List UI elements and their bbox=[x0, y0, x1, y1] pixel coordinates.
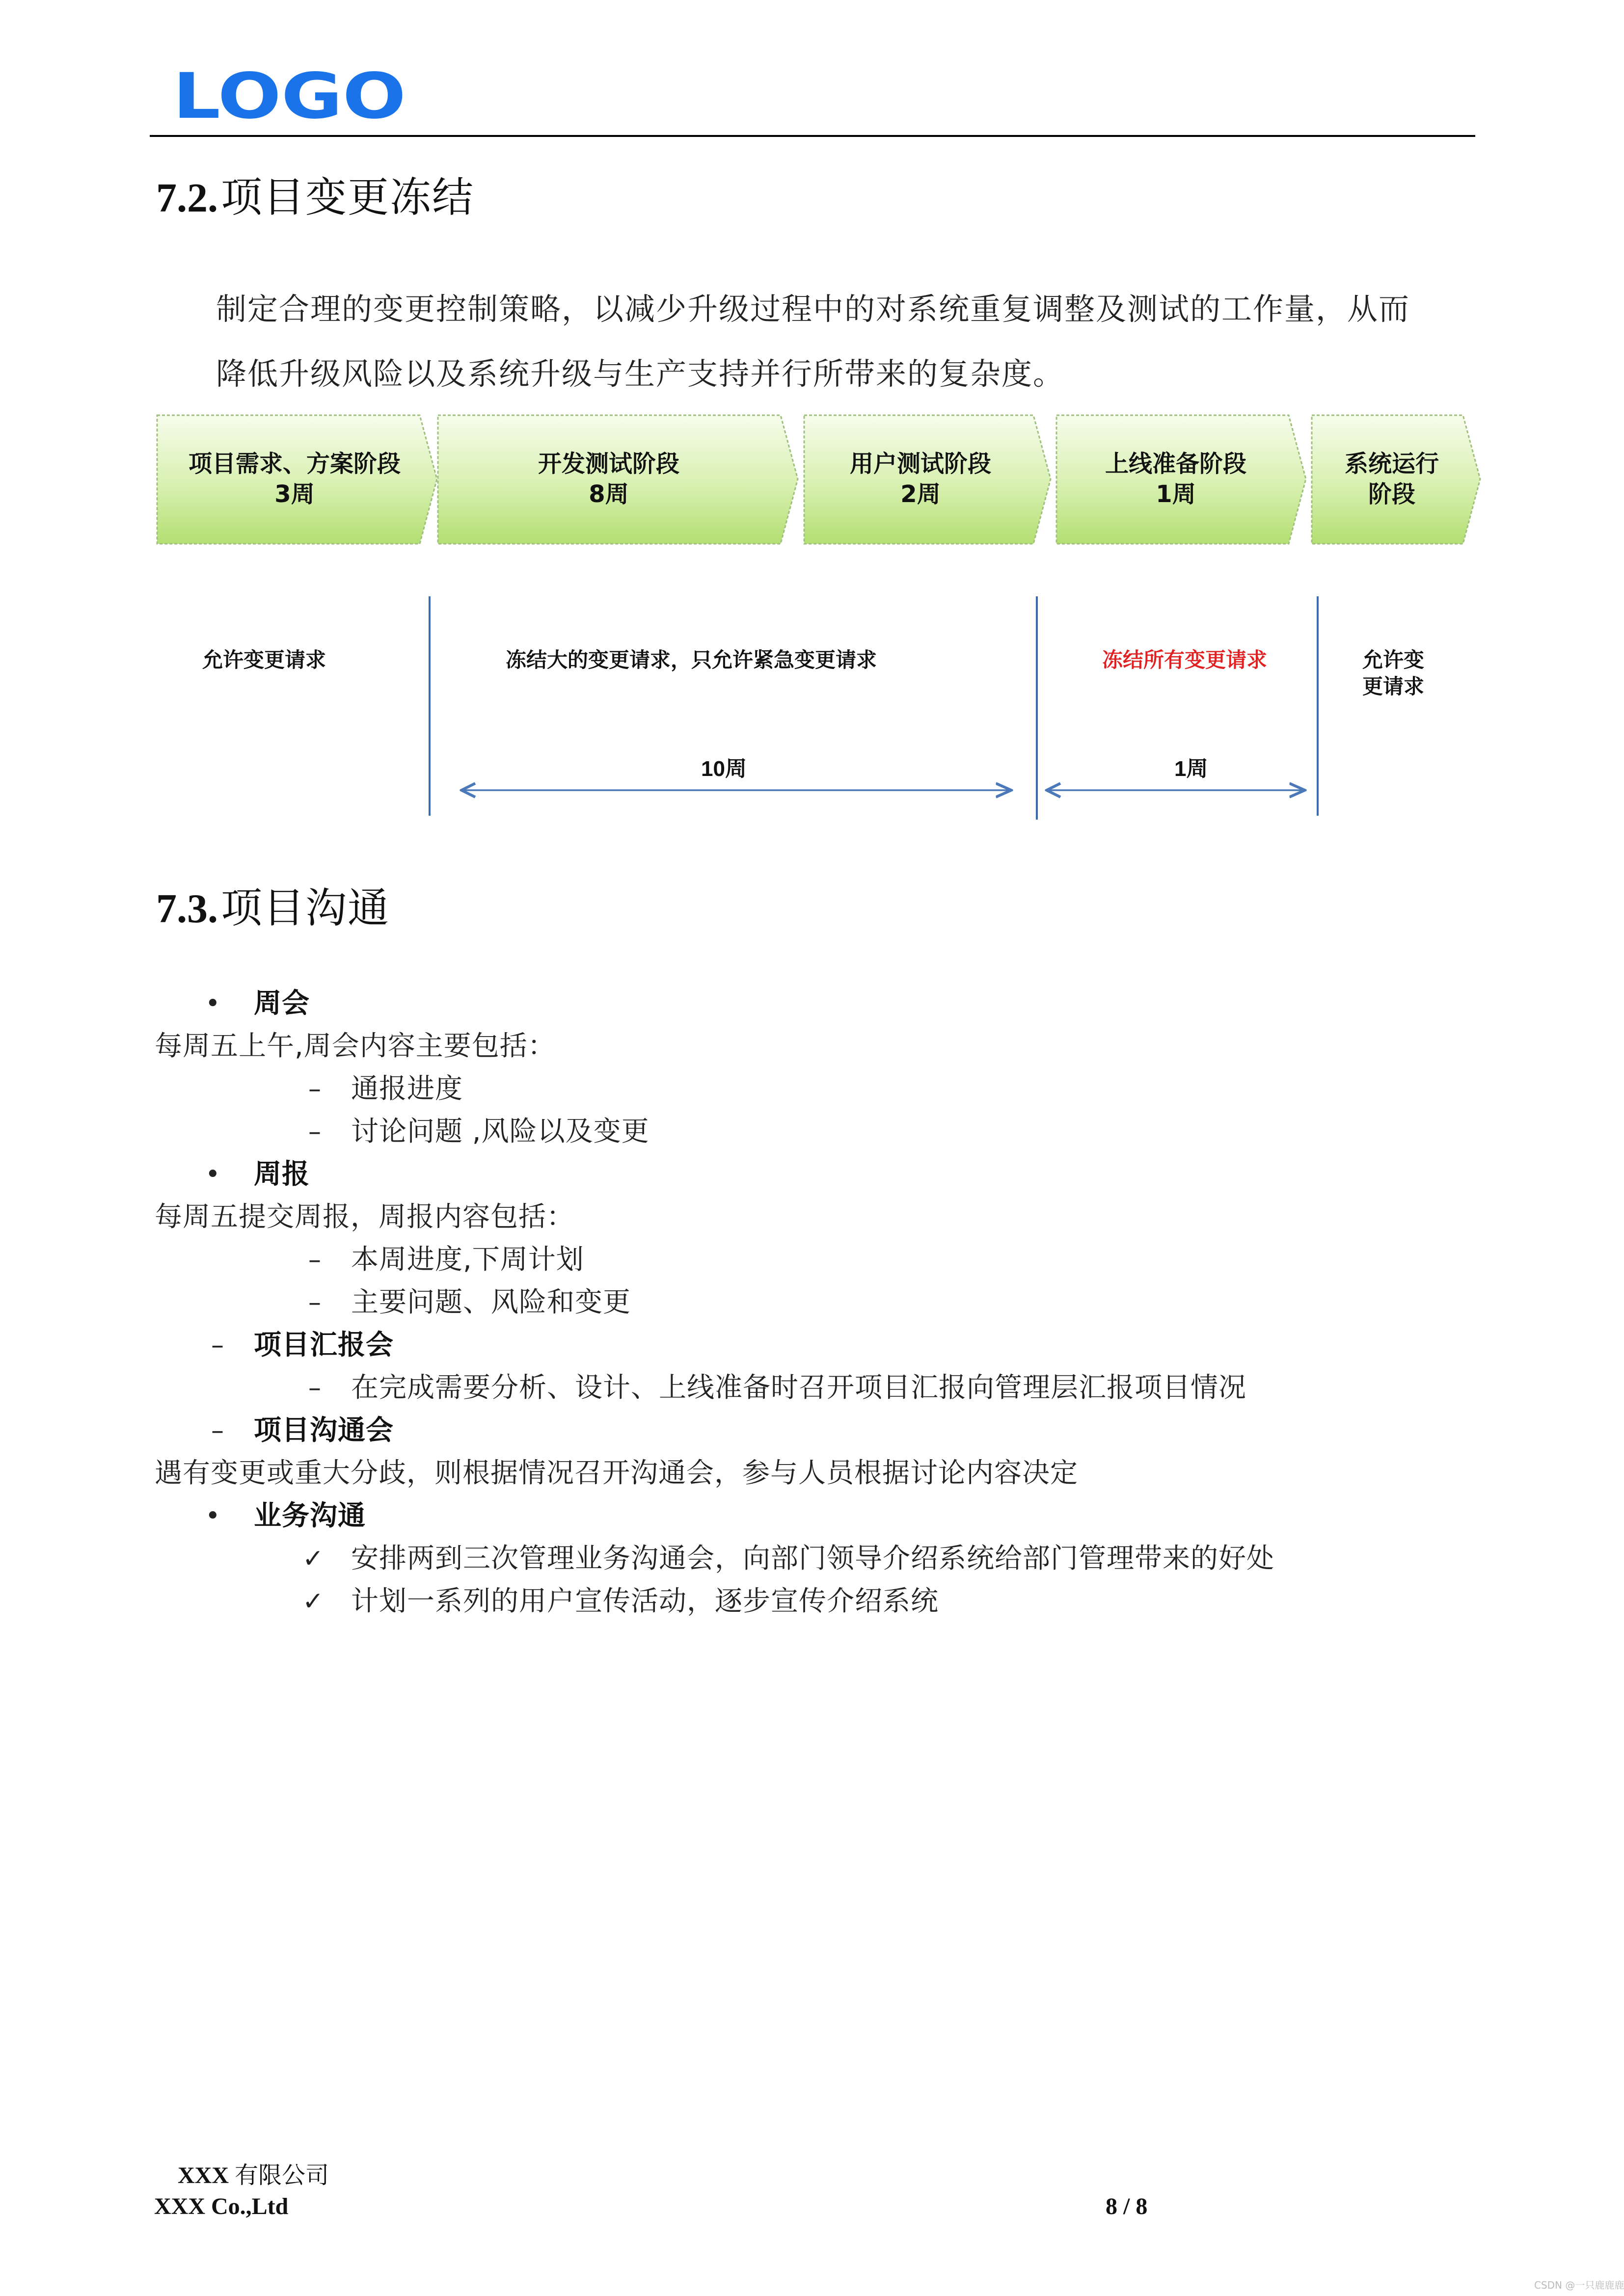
footer-company-cn-text: 有限公司 bbox=[235, 2162, 329, 2189]
section-title: 项目变更冻结 bbox=[221, 173, 475, 221]
phase-3-duration: 2周 bbox=[900, 481, 941, 508]
list-item-risks: 主要问题、风险和变更 bbox=[351, 1286, 631, 1318]
phase-3-name: 用户测试阶段 bbox=[849, 450, 991, 478]
list-item-report-meeting-desc: 在完成需要分析、设计、上线准备时召开项目汇报向管理层汇报项目情况 bbox=[351, 1372, 1246, 1404]
dash-marker: – bbox=[308, 1373, 321, 1403]
phase-2-name: 开发测试阶段 bbox=[538, 450, 679, 478]
phase-1-duration: 3周 bbox=[274, 481, 315, 508]
list-item-report-meeting: 项目汇报会 bbox=[254, 1329, 394, 1361]
dash-marker: – bbox=[308, 1288, 321, 1317]
footer-company-cn bbox=[178, 2161, 329, 2190]
list-item-weekly-meeting: 周会 bbox=[254, 988, 310, 1019]
list-item-plan: 本周进度,下周计划 bbox=[351, 1244, 584, 1276]
change-freeze-diagram bbox=[147, 407, 1483, 825]
list-item-meeting-desc: 每周五上午,周会内容主要包括： bbox=[155, 1030, 556, 1062]
bullet-marker: • bbox=[205, 1160, 220, 1189]
phase-2-duration: 8周 bbox=[589, 481, 629, 508]
phase-label-4 bbox=[1070, 449, 1281, 509]
dash-marker: – bbox=[308, 1245, 321, 1275]
phase-label-3 bbox=[815, 449, 1026, 509]
phase-4-duration: 1周 bbox=[1156, 481, 1196, 508]
phase-label-5 bbox=[1318, 449, 1465, 509]
note-freeze-all: 冻结所有变更请求 bbox=[1102, 648, 1268, 672]
list-item-issues: 讨论问题 ,风险以及变更 bbox=[351, 1116, 650, 1148]
section-number: 7.3. bbox=[156, 886, 218, 932]
section-title: 项目沟通 bbox=[221, 884, 390, 932]
section-heading-7-2 bbox=[156, 173, 474, 223]
list-item-progress: 通报进度 bbox=[351, 1073, 463, 1105]
list-item-business-meetings: 安排两到三次管理业务沟通会，向部门领导介绍系统给部门管理带来的好处 bbox=[351, 1543, 1274, 1575]
note-allow-change-run bbox=[1362, 647, 1424, 700]
bullet-marker: • bbox=[205, 1501, 220, 1531]
phase-4-name: 上线准备阶段 bbox=[1105, 450, 1246, 478]
list-item-user-campaigns: 计划一系列的用户宣传活动，逐步宣传介绍系统 bbox=[351, 1585, 939, 1617]
span-label-1-week: 1周 bbox=[1174, 757, 1208, 781]
footer-company-prefix: XXX bbox=[178, 2163, 235, 2189]
header-divider bbox=[150, 135, 1475, 137]
note-allow-line-2: 更请求 bbox=[1362, 674, 1425, 698]
phase-5-duration: 阶段 bbox=[1368, 481, 1415, 508]
intro-paragraph-line-1: 制定合理的变更控制策略，以减少升级过程中的对系统重复调整及测试的工作量，从而 bbox=[216, 291, 1410, 327]
note-allow-change: 允许变更请求 bbox=[202, 648, 326, 672]
span-label-10-weeks: 10周 bbox=[701, 757, 747, 781]
intro-paragraph-line-2: 降低升级风险以及系统升级与生产支持并行所带来的复杂度。 bbox=[216, 356, 1065, 392]
dash-marker: – bbox=[308, 1074, 321, 1104]
list-item-weekly-report: 周报 bbox=[254, 1158, 310, 1190]
phase-label-1 bbox=[162, 449, 427, 509]
dash-marker: – bbox=[211, 1416, 224, 1445]
list-item-business-comm: 业务沟通 bbox=[254, 1500, 366, 1532]
check-icon: ✓ bbox=[302, 1544, 324, 1574]
logo-text: LOGO bbox=[173, 69, 406, 123]
watermark: CSDN @一只鹿鹿鹿 bbox=[1534, 2279, 1624, 2291]
list-item-comm-meeting-desc: 遇有变更或重大分歧，则根据情况召开沟通会，参与人员根据讨论内容决定 bbox=[155, 1457, 1078, 1489]
list-item-report-desc: 每周五提交周报，周报内容包括： bbox=[155, 1201, 574, 1233]
check-icon: ✓ bbox=[302, 1587, 324, 1616]
section-number: 7.2. bbox=[156, 175, 218, 221]
phase-1-name: 项目需求、方案阶段 bbox=[188, 450, 401, 478]
section-heading-7-3 bbox=[156, 883, 390, 934]
phase-label-2 bbox=[461, 449, 756, 509]
bullet-marker: • bbox=[205, 989, 220, 1018]
note-allow-line-1: 允许变 bbox=[1362, 648, 1425, 672]
footer-company-en: XXX Co.,Ltd bbox=[154, 2193, 289, 2219]
list-item-comm-meeting: 项目沟通会 bbox=[254, 1415, 394, 1446]
note-freeze-major: 冻结大的变更请求，只允许紧急变更请求 bbox=[506, 648, 877, 672]
dash-marker: – bbox=[308, 1117, 321, 1147]
company-logo bbox=[173, 69, 408, 123]
dash-marker: – bbox=[211, 1331, 224, 1360]
footer-page-number: 8 / 8 bbox=[1106, 2193, 1148, 2219]
phase-5-name: 系统运行 bbox=[1344, 450, 1439, 478]
